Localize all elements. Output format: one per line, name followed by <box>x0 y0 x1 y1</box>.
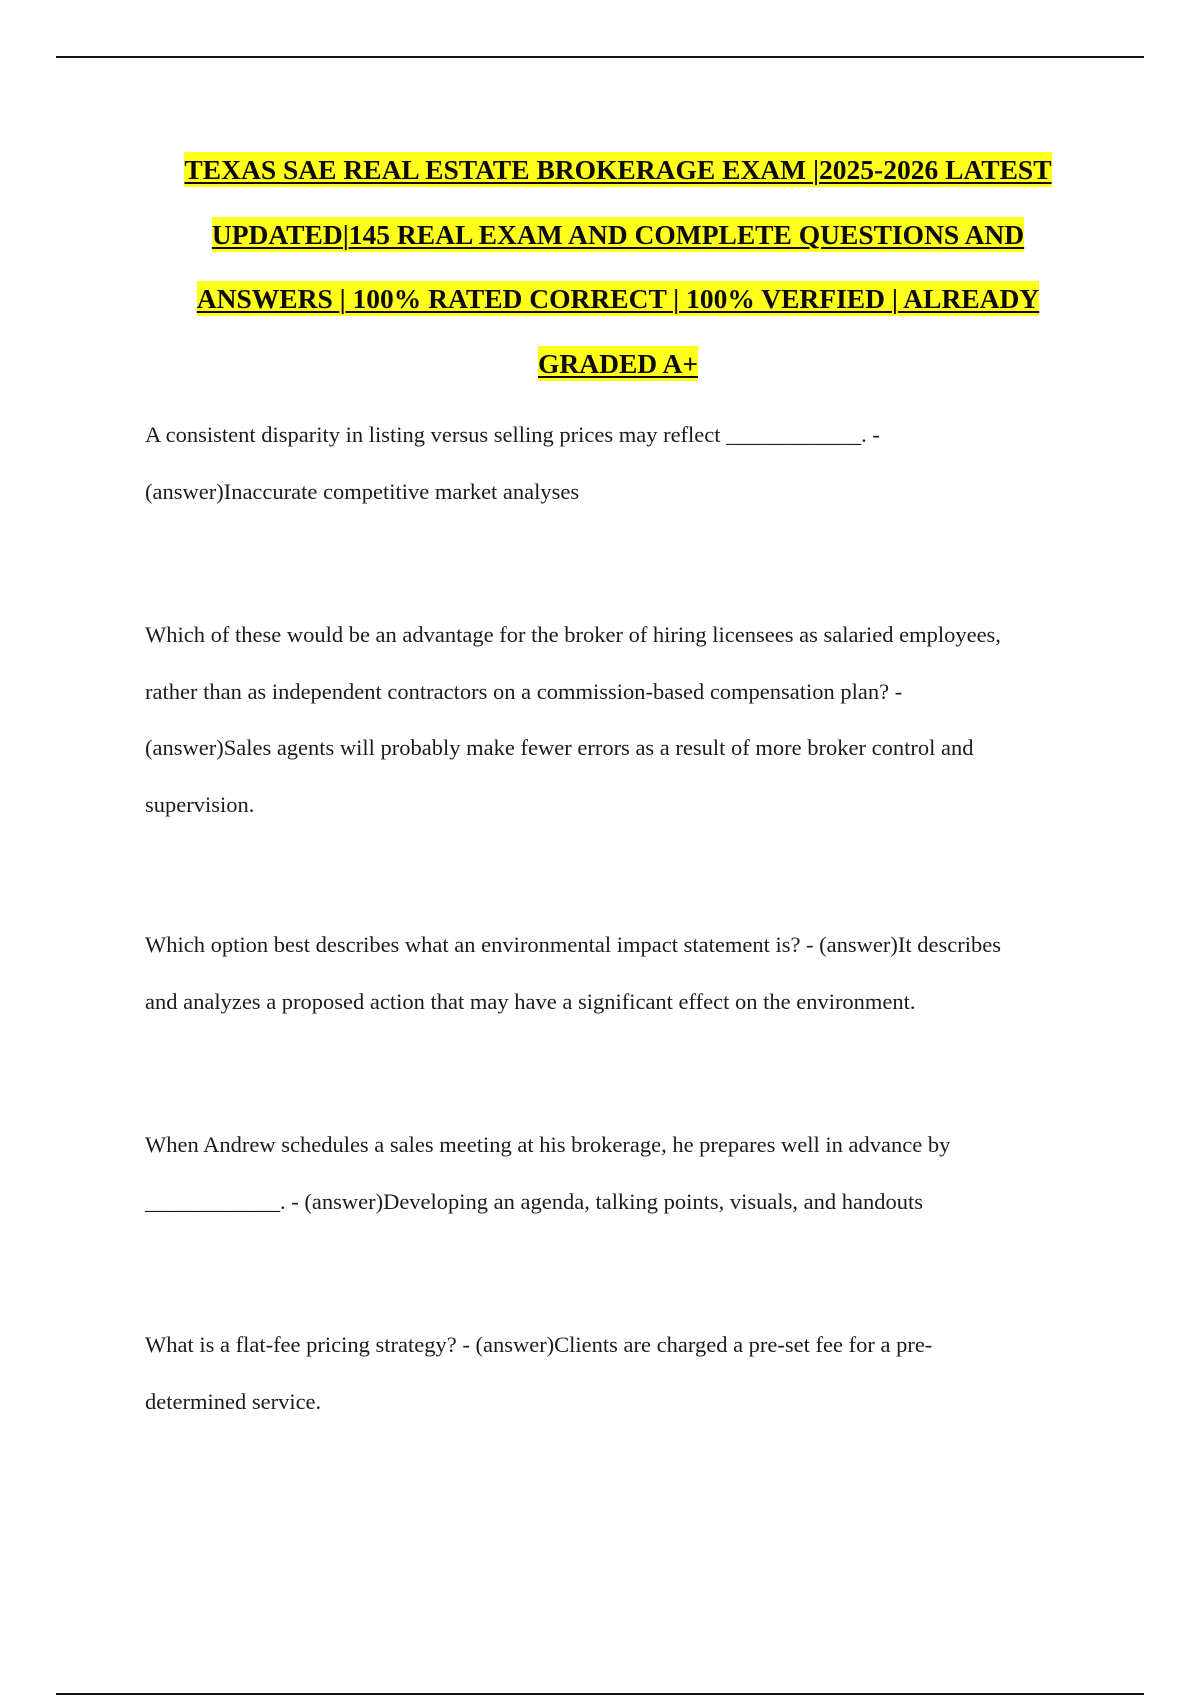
qa-item <box>145 1117 1075 1230</box>
header-rule <box>56 56 1144 58</box>
title-line <box>120 138 1116 203</box>
qa-line: What is a flat-fee pricing strategy? - (answer)Clients are charged a pre-set fee for a pre- <box>145 1332 933 1357</box>
qa-line: Which of these would be an advantage for the broker of hiring licensees as salaried employees, <box>145 622 1001 647</box>
qa-line: determined service. <box>145 1388 322 1414</box>
qa-item <box>145 607 1075 833</box>
qa-line: (answer)Sales agents will probably make fewer errors as a result of more broker control and <box>145 735 974 760</box>
qa-item <box>145 917 1075 1030</box>
qa-line: ____________. - (answer)Developing an agenda, talking points, visuals, and handouts <box>145 1188 923 1214</box>
qa-line: A consistent disparity in listing versus selling prices may reflect ____________. - <box>145 422 880 447</box>
title-line-text: ANSWERS | 100% RATED CORRECT | 100% VERFIED | ALREADY <box>196 283 1040 314</box>
title-line <box>120 332 1116 397</box>
qa-item <box>145 407 1075 520</box>
title-line <box>120 267 1116 332</box>
qa-line: and analyzes a proposed action that may have a significant effect on the environment. <box>145 988 916 1014</box>
qa-line: (answer)Inaccurate competitive market analyses <box>145 478 580 504</box>
qa-line: supervision. <box>145 791 255 817</box>
title-line-text: UPDATED|145 REAL EXAM AND COMPLETE QUESTIONS AND <box>211 218 1025 250</box>
title-line-text: TEXAS SAE REAL ESTATE BROKERAGE EXAM |2025-2026 LATEST <box>184 154 1052 185</box>
document-title <box>120 138 1116 396</box>
title-line <box>120 203 1116 268</box>
qa-line: When Andrew schedules a sales meeting at his brokerage, he prepares well in advance by <box>145 1132 951 1157</box>
qa-line: rather than as independent contractors on a commission-based compensation plan? - <box>145 678 903 704</box>
qa-line: Which option best describes what an environmental impact statement is? - (answer)It describes <box>145 932 1001 957</box>
footer-rule <box>56 1693 1144 1695</box>
qa-item <box>145 1317 1075 1430</box>
title-line-text: GRADED A+ <box>537 347 699 379</box>
